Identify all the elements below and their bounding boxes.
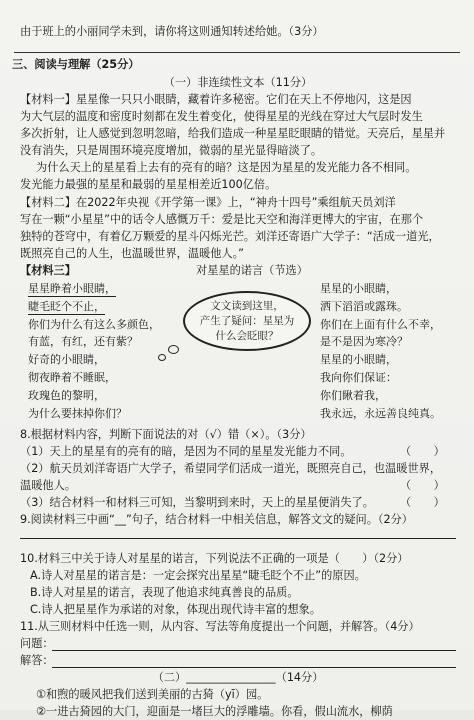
poem-title: 对星星的诺言（节选） [196,264,308,277]
thought-bubble-tail [158,354,166,361]
poem-line: 玫瑰色的黎明， [28,388,105,402]
poem-line: 彻夜睁着不睡眠， [28,370,116,384]
answer-paren[interactable]: （ ） [400,445,445,458]
q8-item-3: （3）结合材料一和材料三可知，当黎明到来时，天上的星星便消失了。 [20,496,374,509]
question-10: 10.材料三中关于诗人对星星的诺言，下列说法不正确的一项是（ ）（2分） [20,552,409,565]
poem-line: 你们为什么有这么多颜色， [28,317,160,331]
material2-line: 写在一颗“小星星”中的话令人感慨万千：爱是比天空和海洋更博大的宇宙，在那个 [20,213,424,226]
material1-line: 为什么天上的星星看上去有的亮有的暗？这是因为星星的发光能力各不相同。 [36,161,417,174]
poem-line: 我永远，永远善良纯真。 [320,406,441,420]
question-9: 9.阅读材料三中画“__”句子，结合材料一中相关信息，解答文文的疑问。（2分） [20,513,413,526]
section-title: 三、阅读与理解（25分） [12,58,140,71]
poem-right-column [320,280,441,422]
part2-line: ①和煦的暖风把我们送到美丽的古猗（yī）园。 [36,688,269,701]
answer-paren[interactable]: （ ） [400,479,445,492]
poem-line: 有蓝，有红，还有紫？ [28,335,138,349]
q8-item-2-cont: 温暖他人。 [20,479,76,492]
answer-line[interactable] [20,538,456,539]
q10-option-a: A.诗人对星星的诺言是：一定会探究出星星“睫毛眨个不止”的原因。 [30,569,366,582]
part2-title: （二）________________（14分） [152,671,324,684]
poem-line: 星星睁着小眼睛， [28,282,116,295]
material1-line: 多次折射，让人感觉到忽明忽暗，给我们造成一种星星眨眼睛的错觉。天亮后，星星并 [20,127,446,140]
previous-question-tail: 由于班上的小丽同学未到，请你将这则通知转述给她。（3分） [20,25,324,38]
thought-bubble-tail [168,345,179,354]
q11-question-label: 问题： [20,637,54,650]
poem-left-column [28,280,160,422]
material2-line: 既照亮自己的人生，也温暖世界，温暖他人。” [20,247,244,260]
material2-line: 【材料二】在2022年央视《开学第一课》上，“神舟十四号”乘组航天员刘洋 [20,196,396,209]
material1-line: 【材料一】星星像一只只小眼睛，藏着许多秘密。它们在天上不停地闪，这是因 [20,93,412,106]
material1-line: 为大气层的温度和密度时刻都在发生着变化，使得星星的光线在穿过大气层时发生 [20,110,423,123]
question-11: 11.从三则材料中任选一则，从内容、写法等角度提出一个问题，并解答。（4分） [20,620,420,633]
poem-line: 星星的小眼睛， [320,282,397,295]
material2-line: 独特的苍穹中，有着亿万颗爱的星斗闪烁光芒。刘洋还寄语广大学子：“活成一道光， [20,230,440,243]
answer-paren[interactable]: （ ） [400,496,445,509]
q11-answer-label: 解答： [20,654,54,667]
thought-bubble: 文文读到这里， 产生了疑问：星星为 什么会眨眼？ [183,291,311,351]
poem-line: 是不是因为寒冷？ [320,335,408,349]
q10-option-b: B.诗人对星星的诺言，表现了他追求纯真善良的品质。 [30,586,299,599]
poem-line: 好奇的小眼睛， [28,353,105,367]
question-8: 8.根据材料内容，判断下面说法的对（√）错（×）。（3分） [20,428,312,441]
q8-item-2: （2）航天员刘洋寄语广大学子，希望同学们活成一道光，既照亮自己，也温暖世界， [20,462,442,475]
material1-line: 发光能力最强的星星和最弱的星星相差近100亿倍。 [20,178,277,191]
poem-line: 洒下滔滔或露珠。 [320,299,408,313]
poem-line: 为什么要抹掉你们？ [28,406,127,420]
q8-item-1: （1）天上的星星有的亮有的暗，是因为不同的星星发光能力不同。 [20,445,352,458]
poem-line: 睫毛眨个不止， [28,299,105,313]
poem-line: 你们在上面有什么不幸， [320,317,441,331]
poem-line: 星星的小眼睛， [320,353,397,367]
poem-line: 我向你们保证： [320,370,397,384]
material1-line: 没有消失，只是周围环境亮度增加，微弱的星光显得暗淡了。 [20,144,323,157]
section-divider [14,52,460,53]
poem-line: 你们瞅着我， [320,388,386,402]
part1-title: （一）非连续性文本（11分） [163,76,313,89]
question-answer-line[interactable] [52,650,456,651]
part2-line: ②一进古猗园的大门，迎面是一堵巨大的浮雕墙。你看，假山流水，柳荫 [36,705,393,718]
answer-line[interactable] [52,667,456,668]
q10-option-c: C.诗人把星星作为承诺的对象，体现出现代诗丰富的想象。 [30,603,322,616]
material3-label: 【材料三】 [20,264,76,277]
